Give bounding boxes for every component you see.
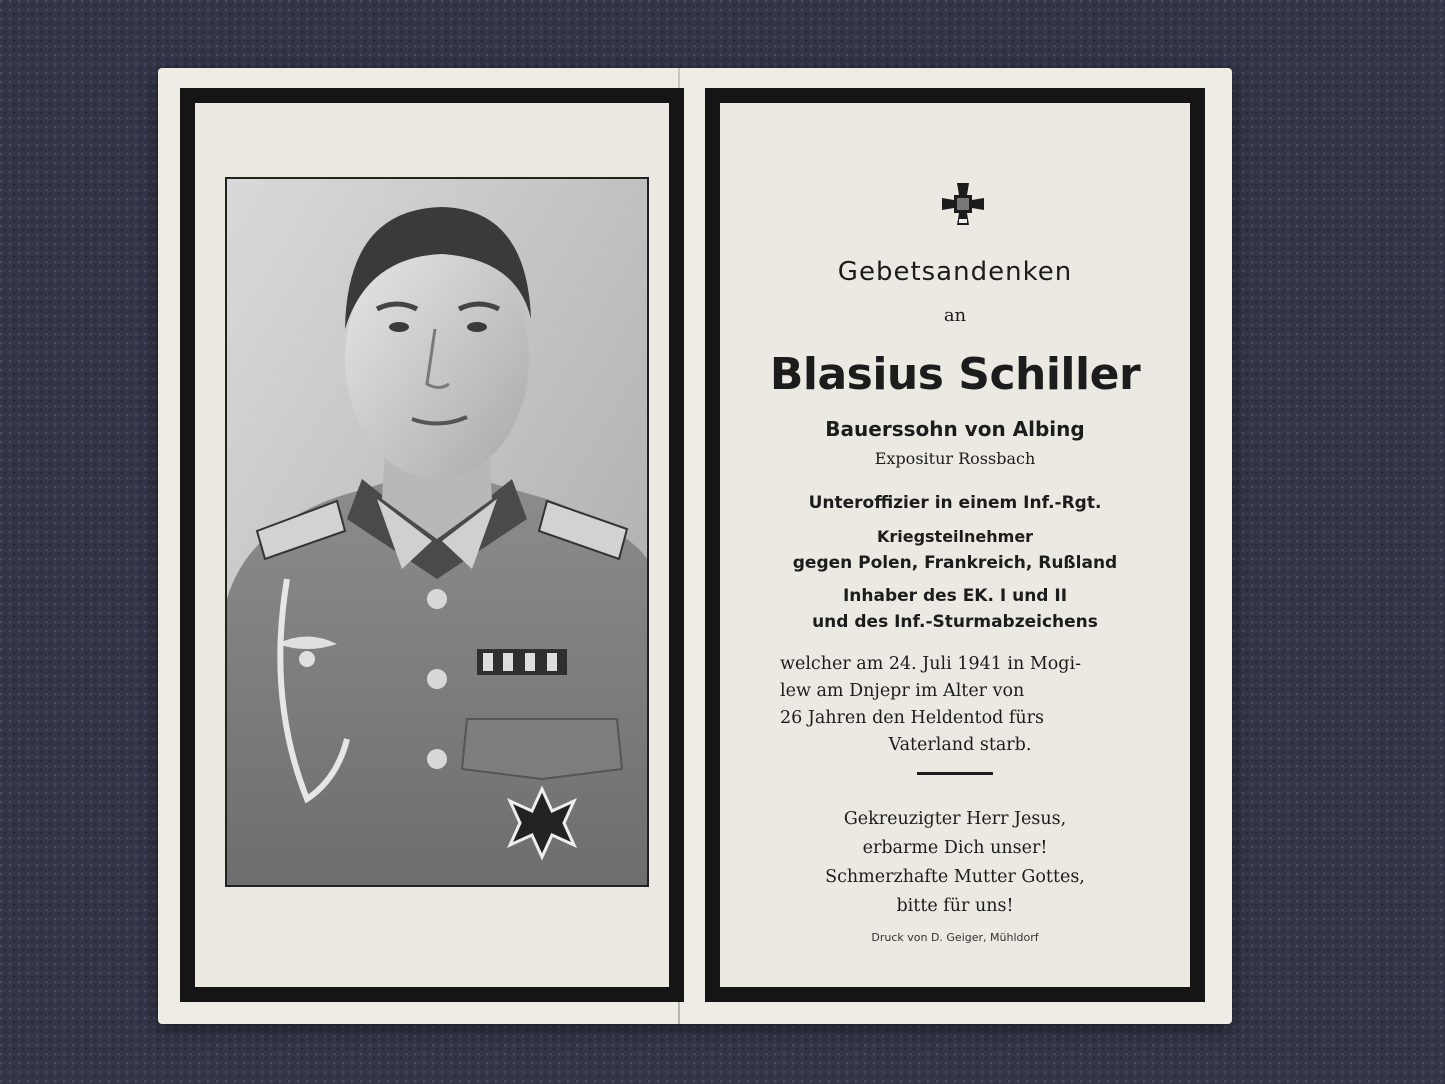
prayer-block <box>720 805 1190 921</box>
rank-text: Unteroffizier in einem Inf.-Rgt. <box>808 493 1102 513</box>
preposition-text: an <box>943 305 967 326</box>
text-panel <box>705 88 1205 1002</box>
awards-line-1: Inhaber des EK. I und II <box>842 586 1068 606</box>
death-line: lew am Dnjepr im Alter von <box>780 681 1025 701</box>
campaign-line-1: Kriegsteilnehmer <box>876 527 1034 546</box>
text-panel-inner <box>720 103 1190 987</box>
death-line: 26 Jahren den Heldentod fürs <box>780 708 1044 728</box>
prayer-line: Gekreuzigter Herr Jesus, <box>843 809 1067 829</box>
death-line: welcher am 24. Juli 1941 in Mogi- <box>780 654 1082 674</box>
death-line: Vaterland starb. <box>888 735 1032 755</box>
subtitle-text: Bauerssohn von Albing <box>825 417 1085 441</box>
photo-panel <box>180 88 684 1002</box>
deceased-name: Blasius Schiller <box>769 349 1141 400</box>
prayer-line: bitte für uns! <box>896 896 1014 916</box>
iron-cross-icon <box>940 181 986 227</box>
divider-line <box>917 772 993 775</box>
photo-panel-inner <box>195 103 669 987</box>
memorial-card <box>158 68 1232 1024</box>
prayer-line: Schmerzhafte Mutter Gottes, <box>825 867 1085 887</box>
printer-credit: Druck von D. Geiger, Mühldorf <box>871 931 1039 944</box>
card-heading: Gebetsandenken <box>837 257 1073 287</box>
awards-line-2: und des Inf.-Sturmabzeichens <box>812 612 1098 632</box>
campaign-line-2: gegen Polen, Frankreich, Rußland <box>792 553 1118 573</box>
prayer-line: erbarme Dich unser! <box>862 838 1048 858</box>
soldier-portrait <box>225 177 649 887</box>
parish-text: Expositur Rossbach <box>874 449 1036 468</box>
death-paragraph <box>780 651 1140 759</box>
